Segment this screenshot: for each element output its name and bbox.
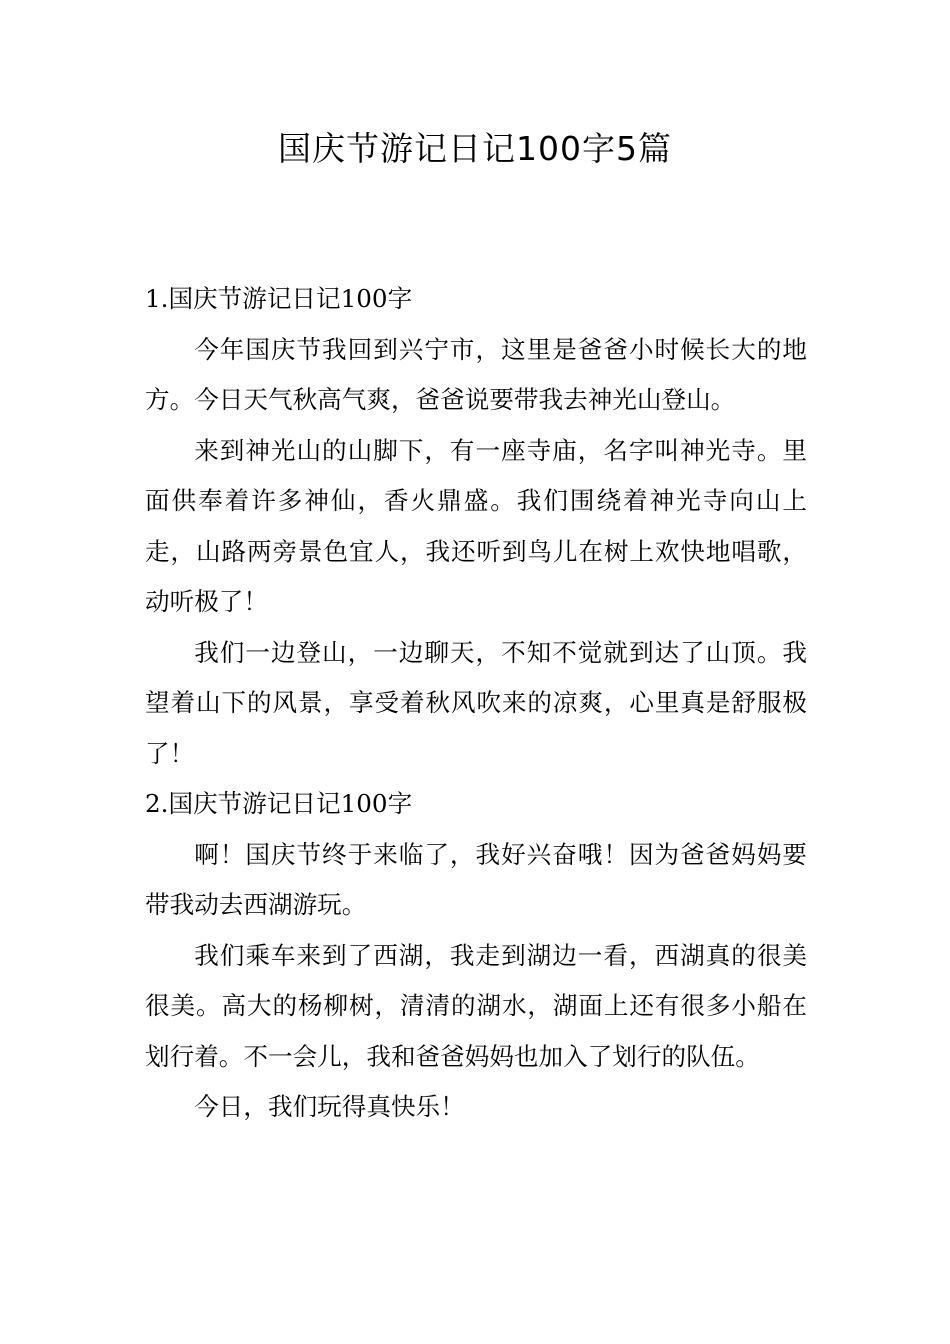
section-1-paragraph-3: 我们一边登山，一边聊天，不知不觉就到达了山顶。我望着山下的风景，享受着秋风吹来的凉爽，心里真是舒服极了！	[145, 637, 807, 768]
section-2-paragraph-2: 我们乘车来到了西湖，我走到湖边一看，西湖真的很美很美。高大的杨柳树，清清的湖水，湖面上还有很多小船在划行着。不一会儿，我和爸爸妈妈也加入了划行的队伍。	[145, 940, 807, 1071]
section-2-paragraph-3: 今日，我们玩得真快乐！	[194, 1092, 465, 1121]
section-1-paragraph-1: 今年国庆节我回到兴宁市，这里是爸爸小时候长大的地方。今日天气秋高气爽，爸爸说要带我去神光山登山。	[145, 334, 807, 414]
document-title: 国庆节游记日记100字5篇	[278, 129, 672, 168]
section-2-paragraph-1: 啊！国庆节终于来临了，我好兴奋哦！因为爸爸妈妈要带我动去西湖游玩。	[145, 839, 807, 919]
document-body	[145, 274, 807, 1133]
section-2-heading: 2.国庆节游记日记100字	[145, 789, 413, 818]
section-1-heading: 1.国庆节游记日记100字	[145, 284, 413, 313]
section-1-paragraph-2: 来到神光山的山脚下，有一座寺庙，名字叫神光寺。里面供奉着许多神仙，香火鼎盛。我们围绕着神光寺向山上走，山路两旁景色宜人，我还听到鸟儿在树上欢快地唱歌，动听极了！	[145, 435, 807, 616]
